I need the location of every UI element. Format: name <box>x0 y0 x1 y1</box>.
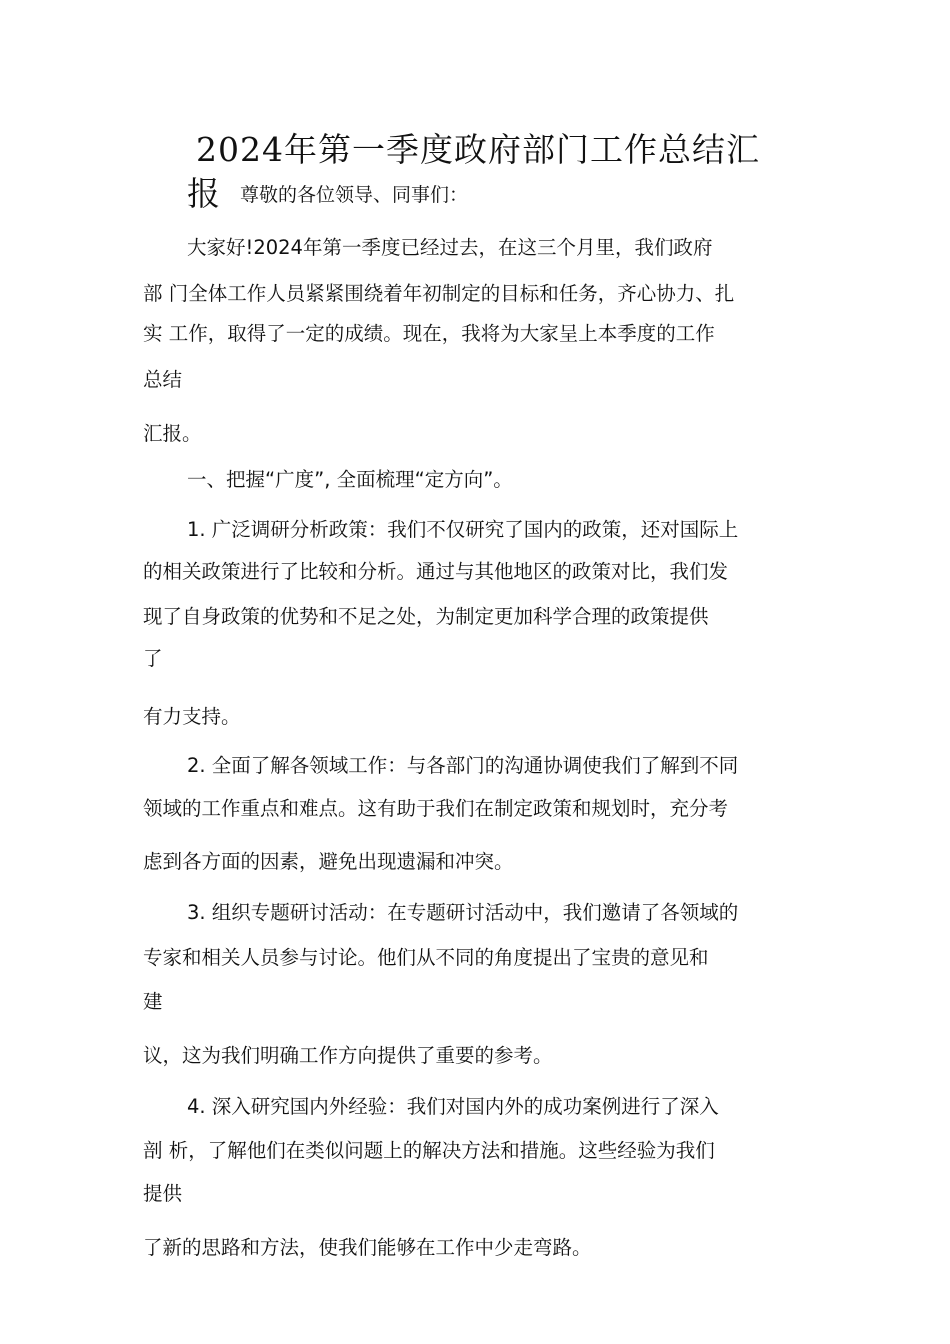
paragraph-line: 议，这为我们明确工作方向提供了重要的参考。 <box>143 1044 553 1067</box>
paragraph-line: 专家和相关人员参与讨论。他们从不同的角度提出了宝贵的意见和 <box>143 946 709 969</box>
paragraph-line: 剖 析，了解他们在类似问题上的解决方法和措施。这些经验为我们 <box>143 1139 715 1162</box>
paragraph-line: 3. 组织专题研讨活动：在专题研讨活动中，我们邀请了各领域的 <box>187 901 739 924</box>
document-title-tail: 报 <box>187 174 220 213</box>
paragraph-line: 有力支持。 <box>143 705 241 728</box>
paragraph-line: 建 <box>143 990 163 1013</box>
paragraph-line: 总结 <box>143 368 183 391</box>
paragraph-line: 虑到各方面的因素，避免出现遗漏和冲突。 <box>143 850 514 873</box>
salutation: 尊敬的各位领导、同事们： <box>240 184 469 206</box>
paragraph-line: 汇报。 <box>143 422 202 445</box>
paragraph-line: 实 工作，取得了一定的成绩。现在，我将为大家呈上本季度的工作 <box>143 322 715 345</box>
section-heading: 一、把握“广度”, 全面梳理“定方向”。 <box>187 468 513 491</box>
document-title: 2024年第一季度政府部门工作总结汇 <box>196 130 760 169</box>
paragraph-line: 现了自身政策的优势和不足之处，为制定更加科学合理的政策提供 <box>143 605 709 628</box>
paragraph-line: 的相关政策进行了比较和分析。通过与其他地区的政策对比，我们发 <box>143 560 729 583</box>
paragraph-line: 了 <box>143 647 163 670</box>
paragraph-line: 领域的工作重点和难点。这有助于我们在制定政策和规划时，充分考 <box>143 797 729 820</box>
paragraph-line: 1. 广泛调研分析政策：我们不仅研究了国内的政策，还对国际上 <box>187 518 739 541</box>
paragraph-line: 了新的思路和方法，使我们能够在工作中少走弯路。 <box>143 1236 592 1259</box>
paragraph-line: 4. 深入研究国内外经验：我们对国内外的成功案例进行了深入 <box>187 1095 719 1118</box>
paragraph-line: 2. 全面了解各领域工作：与各部门的沟通协调使我们了解到不同 <box>187 754 739 777</box>
paragraph-line: 部 门全体工作人员紧紧围绕着年初制定的目标和任务，齐心协力、扎 <box>143 282 735 305</box>
paragraph-line: 提供 <box>143 1182 183 1205</box>
paragraph-line: 大家好!2024年第一季度已经过去，在这三个月里，我们政府 <box>187 236 713 259</box>
